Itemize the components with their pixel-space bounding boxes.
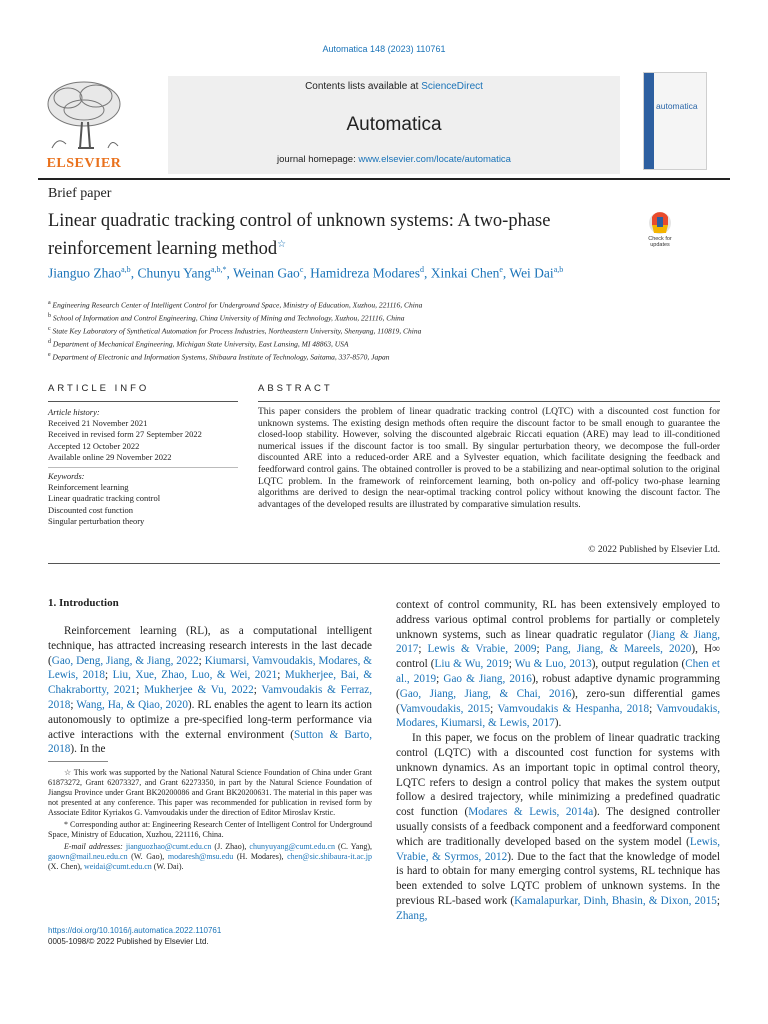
- citation-link[interactable]: Mukherjee & Vu, 2022: [144, 684, 254, 697]
- affiliation-text: State Key Laboratory of Synthetical Automation for Process Industries, Northeastern University, Shenyang, 110819, China: [52, 326, 422, 336]
- paper-title-text: Linear quadratic tracking control of unknown systems: A two-phase reinforcement learning method: [48, 211, 551, 260]
- citation-link[interactable]: Zhang,: [396, 909, 428, 922]
- body-text: ). In the: [70, 743, 106, 756]
- citation-link[interactable]: Kiumarsi, Vamvoudakis, Modares, & Lewis, 2018: [48, 654, 373, 682]
- affiliation-mark: a: [48, 300, 51, 306]
- body-text: ), robust adaptive dynamic programming (: [396, 672, 721, 700]
- introduction-left-column: Reinforcement learning (RL), as a computational intelligent technique, has attracted increasing research interests in the last decade (Gao, Deng, Jiang, & Jiang, 2022; Kiumarsi, Vamvoudakis, Modares, & Lewis, 2018; Liu, Xue, Zhao, Luo, & Wei, 2021; Mukherjee, Bai, & Chakrabortty, 2021; Mukherjee & Vu, 2022; Vamvoudakis & Ferraz, 2018; Wang, Ha, & Qiao, 2020). RL enables the agent to learn its action autonomously to optimize a pre-specified long-term performance via active interactions with the external environment (Sutton & Barto, 2018). In the: [48, 625, 373, 756]
- body-text: In this paper, we focus on the problem of linear quadratic tracking control (LQTC) with a discounted cost function for systems with unknown dynamics. As an important topic in optimal control theory, LQTC refers to design a control policy that makes the system output follow a desired trajectory, while minimizing a predefined quadratic cost function (: [396, 732, 720, 819]
- keyword-item: Discounted cost function: [48, 504, 133, 515]
- citation-link[interactable]: Vamvoudakis & Ferraz, 2018: [48, 684, 372, 711]
- author-affiliation-mark: c: [299, 265, 304, 274]
- author-name[interactable]: Wei Dai: [509, 265, 554, 281]
- history-item: Available online 29 November 2022: [48, 451, 172, 462]
- author-name[interactable]: Xinkai Chen: [430, 265, 500, 281]
- contents-line: [168, 81, 620, 92]
- body-text: ), zero-sun differential games (: [396, 687, 720, 715]
- doi-block: [48, 925, 221, 947]
- citation-link[interactable]: Vamvoudakis, Modares, Kiumarsi, & Lewis, 2017: [396, 702, 720, 730]
- author-name[interactable]: Hamidreza Modares: [310, 265, 420, 281]
- keyword-item: Reinforcement learning: [48, 482, 129, 493]
- email-link[interactable]: modaresh@msu.edu: [167, 852, 234, 861]
- affiliation-text: Department of Electronic and Information Systems, Shibaura Institute of Technology, Saitama, 337-8570, Japan: [52, 352, 390, 362]
- article-info-rule: [48, 401, 238, 402]
- citation-link[interactable]: Chen et al., 2019: [396, 658, 721, 685]
- homepage-line: [168, 154, 620, 165]
- body-text: ). Due to the fact that the knowledge of model is hard to obtain for many emerging control systems, RL technique has been extended to solve LQTC problem of unknown systems. In the previous RL-based work (: [396, 850, 720, 907]
- body-text: ).: [554, 717, 562, 730]
- footnote-text: Corresponding author at: Engineering Research Center of Intelligent Control for Underground Space, Ministry of Education, Xuzhou, 221116, China.: [48, 820, 372, 839]
- cover-bar: [644, 73, 654, 169]
- keywords-label: Keywords:: [48, 471, 85, 482]
- homepage-prefix: journal homepage:: [277, 154, 359, 165]
- citation-link[interactable]: Jiang & Jiang, 2017: [396, 628, 720, 656]
- email-link[interactable]: weidai@cumt.edu.cn: [84, 862, 152, 871]
- funding-footnote: [48, 768, 372, 818]
- elsevier-logo: [38, 74, 130, 172]
- body-text: ), H∞ control (: [396, 643, 721, 671]
- affiliation-text: School of Information and Control Engineering, China University of Mining and Technology, Xuzhou, 221116, China: [52, 313, 405, 323]
- cover-title: automatica: [656, 101, 698, 111]
- citation-link[interactable]: Lewis, Vrabie, & Syrmos, 2012: [396, 835, 720, 863]
- citation-link[interactable]: Vamvoudakis, 2015: [399, 702, 491, 715]
- abstract-heading: ABSTRACT: [258, 383, 333, 394]
- citation-link[interactable]: Mukherjee, Bai, & Chakrabortty, 2021: [48, 669, 373, 697]
- abstract-bottom-rule: [48, 563, 720, 564]
- elsevier-wordmark: ELSEVIER: [46, 156, 122, 171]
- copyright-notice: © 2022 Published by Elsevier Ltd.: [588, 545, 720, 555]
- email-link[interactable]: chunyuyang@cumt.edu.cn: [249, 842, 335, 851]
- affiliation-text: Department of Mechanical Engineering, Michigan State University, East Lansing, MI 48863, USA: [52, 339, 349, 349]
- citation-link[interactable]: Modares & Lewis, 2014a: [468, 806, 594, 819]
- email-owner: (C. Yang),: [335, 842, 372, 851]
- author-affiliation-mark: a,b: [121, 265, 131, 274]
- check-updates-label: Check for updates: [648, 236, 672, 248]
- citation-link[interactable]: Gao, Jiang, Jiang, & Chai, 2016: [399, 687, 572, 700]
- corresponding-author-footnote: [48, 820, 372, 840]
- footnote-text: This work was supported by the National Natural Science Foundation of China under Grant 61873272, Grant 62073327, and Grant 62273350, in part by the Natural Science Foundation of Jiangsu Province under Grant BK20200086 and Grant BK20200631. The material in this paper was not presented at any conference. This paper was recommended for publication in revised form by Associate Editor Kyriakos G. Vamvoudakis under the direction of Editor Miroslav Krstic.: [48, 768, 373, 817]
- author-name[interactable]: Weinan Gao: [233, 265, 300, 281]
- affiliation-mark: c: [48, 326, 51, 332]
- header-center-panel: [168, 76, 620, 174]
- history-item: Received 21 November 2021: [48, 418, 148, 429]
- abstract-text: This paper considers the problem of linear quadratic tracking control (LQTC) with a discounted cost function for unknown systems. The existing design methods often require the discount factor to be small enough to guarantee the closed-loop stability. However, solving the discounted algebraic Riccati equation (ARE) may lead to ill-conditioned numerical issues if the discount factor is too small. By singular perturbation theory, we decompose the full-order discounted ARE into a reduced-order ARE and a Sylvester equation, which facilitate designing the feedback and feedforward control gains. The obtained controller is proved to be a stabilizing and near-optimal solution to the original LQTC problem. In the framework of reinforcement learning, both on-policy and off-policy two-phase learning algorithms are derived to design the near-optimal tracking control policy without knowing the discount factor. The advantages of the developed results are illustrated by comparative simulation results.: [258, 407, 720, 510]
- body-text: ). The designed controller usually consists of a feedback component and a feedforward component which are traditionally developed based on the system model (: [396, 806, 720, 848]
- citation-link[interactable]: Gao, Deng, Jiang, & Jiang, 2022: [51, 654, 199, 667]
- paragraph: In this paper, we focus on the problem of linear quadratic tracking control (LQTC) with a discounted cost function for systems with unknown dynamics. As an important topic in optimal control theory, LQTC refers to design a control policy that makes the system output follow a desired trajectory, while minimizing a predefined quadratic cost function (Modares & Lewis, 2014a). The designed controller usually consists of a feedback component and a feedforward component which are traditionally developed based on the system model (Lewis, Vrabie, & Syrmos, 2012). Due to the fact that the knowledge of model is hard to obtain for many emerging control systems, RL technique has been extended to solve LQTC problem of unknown systems. In the previous RL-based work (Kamalapurkar, Dinh, Bhasin, & Dixon, 2015; Zhang,: [396, 732, 720, 922]
- sciencedirect-link[interactable]: ScienceDirect: [421, 81, 483, 92]
- email-link[interactable]: jianguozhao@cumt.edu.cn: [125, 842, 212, 851]
- article-type: Brief paper: [48, 186, 112, 201]
- journal-reference[interactable]: Automatica 148 (2023) 110761: [322, 44, 446, 54]
- body-text: ). RL enables the agent to learn its action autonomously to optimize a pre-specified long-term performance via active interactions with the external environment (: [48, 698, 373, 741]
- body-text: Reinforcement learning (RL), as a computational intelligent technique, has attracted increasing research interests in the last decade (: [48, 625, 372, 667]
- footnote-rule: [48, 761, 108, 762]
- citation-link[interactable]: Liu, Xue, Zhao, Luo, & Wei, 2021: [112, 669, 278, 682]
- author-list: Jianguo Zhao$^{a,b}$, Chunyu Yang$^{a,b,*}$, Weinan Gao$^c$, Hamidreza Modares$^d$, Xinkai Chen$^e$, Wei Dai$^{a,b}$: [48, 265, 564, 281]
- journal-header: [38, 72, 730, 176]
- author-affiliation-mark: d: [419, 265, 424, 274]
- introduction-heading: 1. Introduction: [48, 597, 119, 609]
- footnote-mark: *: [64, 820, 68, 829]
- email-footnote: [48, 842, 372, 872]
- email-label: E-mail addresses:: [64, 842, 123, 851]
- email-link[interactable]: chen@sic.shibaura-it.ac.jp: [287, 852, 372, 861]
- affiliation-item: [48, 311, 728, 324]
- citation-link[interactable]: Liu & Wu, 2019: [434, 658, 509, 671]
- citation-link[interactable]: Wang, Ha, & Qiao, 2020: [76, 698, 188, 711]
- body-text: context of control community, RL has been extensively employed to address various optimal control problems for partially or completely unknown systems, such as linear quadratic regulator (: [396, 599, 720, 641]
- affiliation-item: [48, 337, 728, 350]
- history-item: Received in revised form 27 September 2022: [48, 429, 202, 440]
- check-updates-icon: [640, 211, 680, 237]
- body-text: ), output regulation (: [591, 658, 686, 671]
- citation-link[interactable]: Pang, Jiang, & Mareels, 2020: [545, 643, 692, 656]
- affiliation-item: [48, 350, 728, 363]
- header-rule: [38, 178, 730, 180]
- email-owner: (X. Chen),: [48, 862, 82, 871]
- article-info-separator: [48, 467, 238, 468]
- affiliation-mark: e: [48, 352, 51, 358]
- affiliation-text: Engineering Research Center of Intelligent Control for Underground Space, Ministry of Education, Xuzhou, 221116, China: [52, 300, 423, 310]
- keyword-item: Linear quadratic tracking control: [48, 493, 161, 504]
- history-label: Article history:: [48, 407, 100, 417]
- keyword-item: Singular perturbation theory: [48, 515, 145, 526]
- contents-prefix: Contents lists available at: [305, 81, 422, 92]
- email-owner: (J. Zhao),: [211, 842, 247, 851]
- footnotes: [48, 768, 372, 874]
- affiliation-item: [48, 324, 728, 337]
- check-for-updates-badge[interactable]: [640, 211, 680, 253]
- author-name[interactable]: Chunyu Yang: [137, 265, 211, 281]
- paper-title: [48, 210, 608, 261]
- introduction-right-column: [396, 598, 720, 924]
- title-footnote-mark[interactable]: ☆: [277, 239, 287, 250]
- abstract-rule: [258, 401, 720, 402]
- paragraph: context of control community, RL has been extensively employed to address various optimal control problems for partially or completely unknown systems, such as linear quadratic regulator (Jiang & Jiang, 2017; Lewis & Vrabie, 2009; Pang, Jiang, & Mareels, 2020), H∞ control (Liu & Wu, 2019; Wu & Luo, 2013), output regulation (Chen et al., 2019; Gao & Jiang, 2016), robust adaptive dynamic programming (Gao, Jiang, Jiang, & Chai, 2016), zero-sun differential games (Vamvoudakis, 2015; Vamvoudakis & Hespanha, 2018; Vamvoudakis, Modares, Kiumarsi, & Lewis, 2017).: [396, 599, 721, 730]
- email-owner: (W. Dai).: [151, 862, 184, 871]
- affiliation-item: [48, 298, 728, 311]
- email-owner: (W. Gao),: [127, 852, 165, 861]
- citation-link[interactable]: Sutton & Barto, 2018: [48, 728, 373, 756]
- article-info-heading: ARTICLE INFO: [48, 383, 150, 394]
- email-link[interactable]: gaown@mail.neu.edu.cn: [48, 852, 128, 861]
- doi-link[interactable]: https://doi.org/10.1016/j.automatica.2022.110761: [48, 926, 222, 935]
- author-affiliation-mark: e: [499, 265, 503, 274]
- author-affiliation-mark: a,b,*: [210, 265, 227, 274]
- homepage-link[interactable]: www.elsevier.com/locate/automatica: [358, 154, 511, 165]
- affiliation-list: [48, 298, 728, 363]
- author-name[interactable]: Jianguo Zhao: [48, 265, 122, 281]
- citation-link[interactable]: Lewis & Vrabie, 2009: [427, 643, 537, 656]
- citation-link[interactable]: Wu & Luo, 2013: [514, 658, 592, 671]
- issn-line: 0005-1098/© 2022 Published by Elsevier Ltd.: [48, 937, 209, 946]
- footnote-mark: ☆: [64, 768, 72, 777]
- email-owner: (H. Modares),: [233, 852, 288, 861]
- journal-cover-image: [643, 72, 707, 170]
- journal-title: Automatica: [346, 114, 442, 135]
- affiliation-mark: b: [48, 313, 51, 319]
- affiliation-mark: d: [48, 339, 51, 345]
- citation-link[interactable]: Kamalapurkar, Dinh, Bhasin, & Dixon, 2015: [514, 894, 717, 907]
- article-info: [48, 407, 238, 527]
- elsevier-tree-icon: [38, 74, 130, 154]
- citation-link[interactable]: Gao & Jiang, 2016: [443, 672, 532, 685]
- author-affiliation-mark: a,b: [553, 265, 564, 274]
- history-item: Accepted 12 October 2022: [48, 440, 140, 451]
- citation-link[interactable]: Vamvoudakis & Hespanha, 2018: [497, 702, 650, 715]
